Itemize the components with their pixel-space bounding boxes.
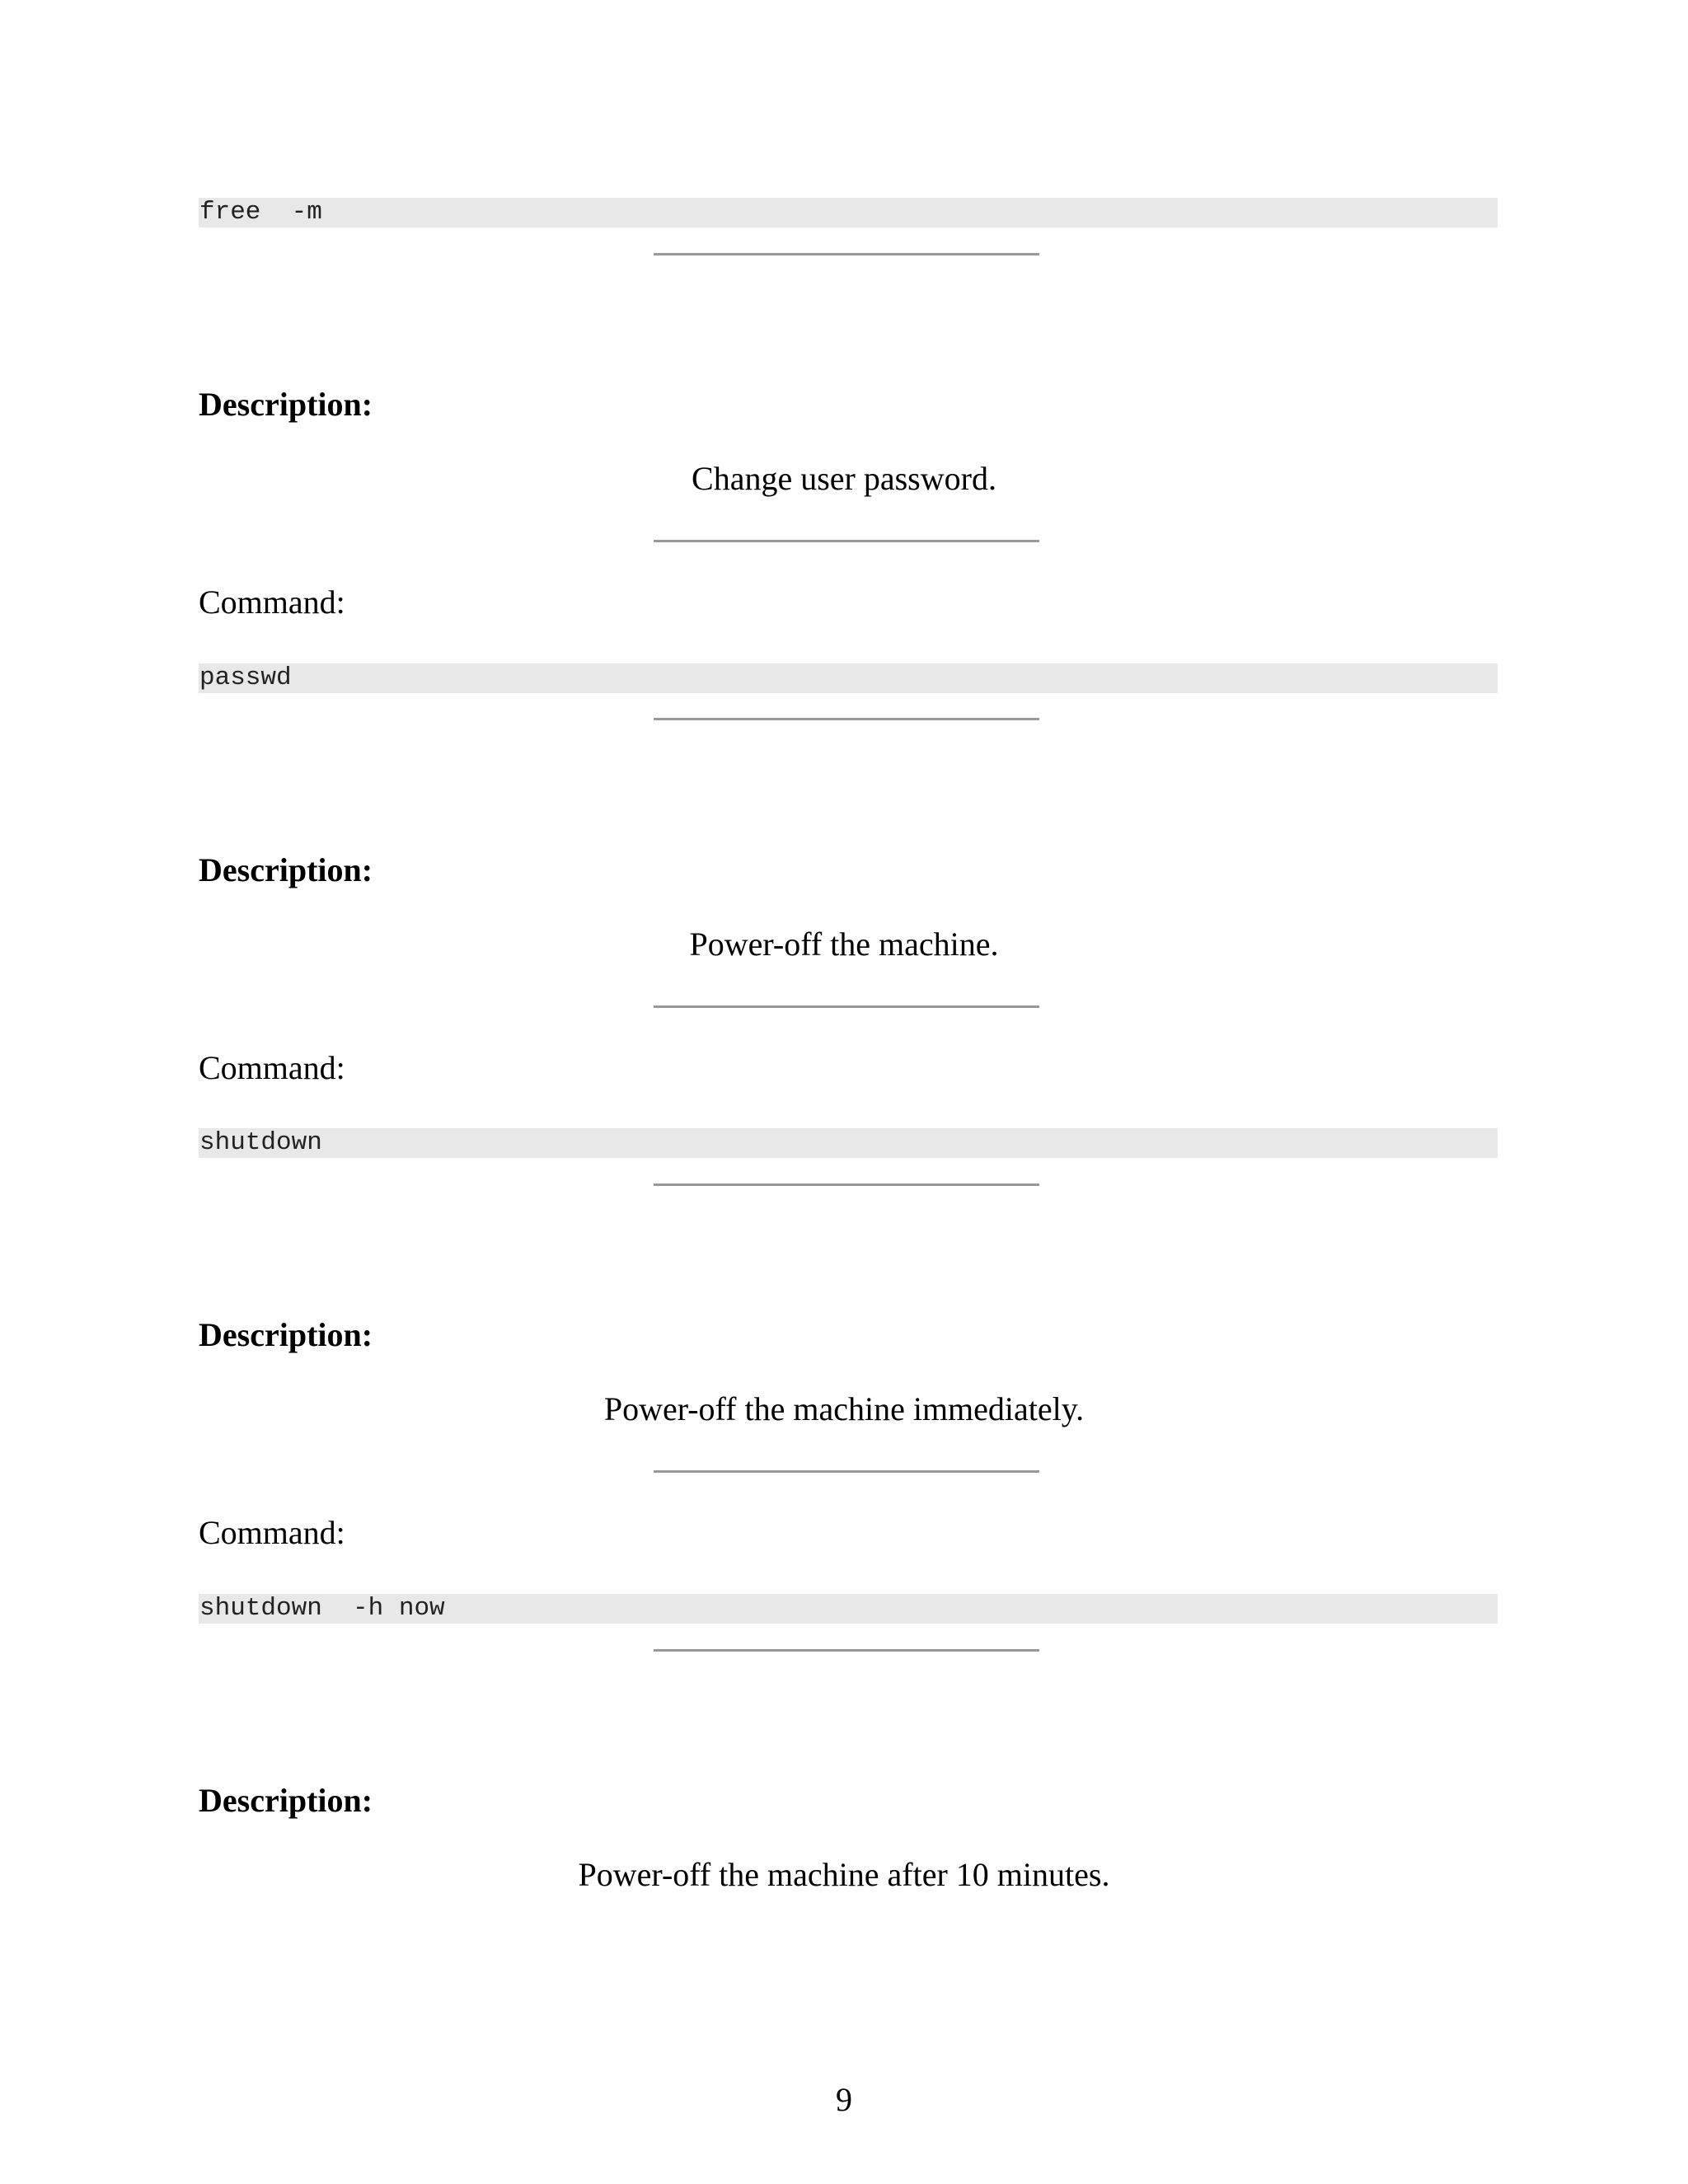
command-code-block: shutdown -h now bbox=[199, 1594, 1498, 1624]
separator-rule bbox=[654, 253, 1039, 255]
description-heading: Description: bbox=[199, 1782, 373, 1819]
command-label: Command: bbox=[199, 583, 345, 621]
separator-rule bbox=[654, 1005, 1039, 1008]
description-text: Power-off the machine after 10 minutes. bbox=[578, 1856, 1110, 1893]
command-code-block: shutdown bbox=[199, 1128, 1498, 1158]
description-heading: Description: bbox=[199, 851, 373, 888]
separator-rule bbox=[654, 1470, 1039, 1473]
description-heading: Description: bbox=[199, 1316, 373, 1353]
page-number: 9 bbox=[836, 2081, 852, 2118]
command-code-block: free -m bbox=[199, 198, 1498, 227]
command-label: Command: bbox=[199, 1514, 345, 1551]
description-text: Power-off the machine immediately. bbox=[603, 1390, 1085, 1427]
separator-rule bbox=[654, 1183, 1039, 1186]
separator-rule bbox=[654, 1649, 1039, 1652]
description-heading: Description: bbox=[199, 386, 373, 423]
separator-rule bbox=[654, 718, 1039, 720]
separator-rule bbox=[654, 540, 1039, 542]
description-text: Power-off the machine. bbox=[689, 926, 999, 963]
description-text: Change user password. bbox=[692, 460, 996, 497]
command-label: Command: bbox=[199, 1049, 345, 1086]
command-code-block: passwd bbox=[199, 663, 1498, 693]
